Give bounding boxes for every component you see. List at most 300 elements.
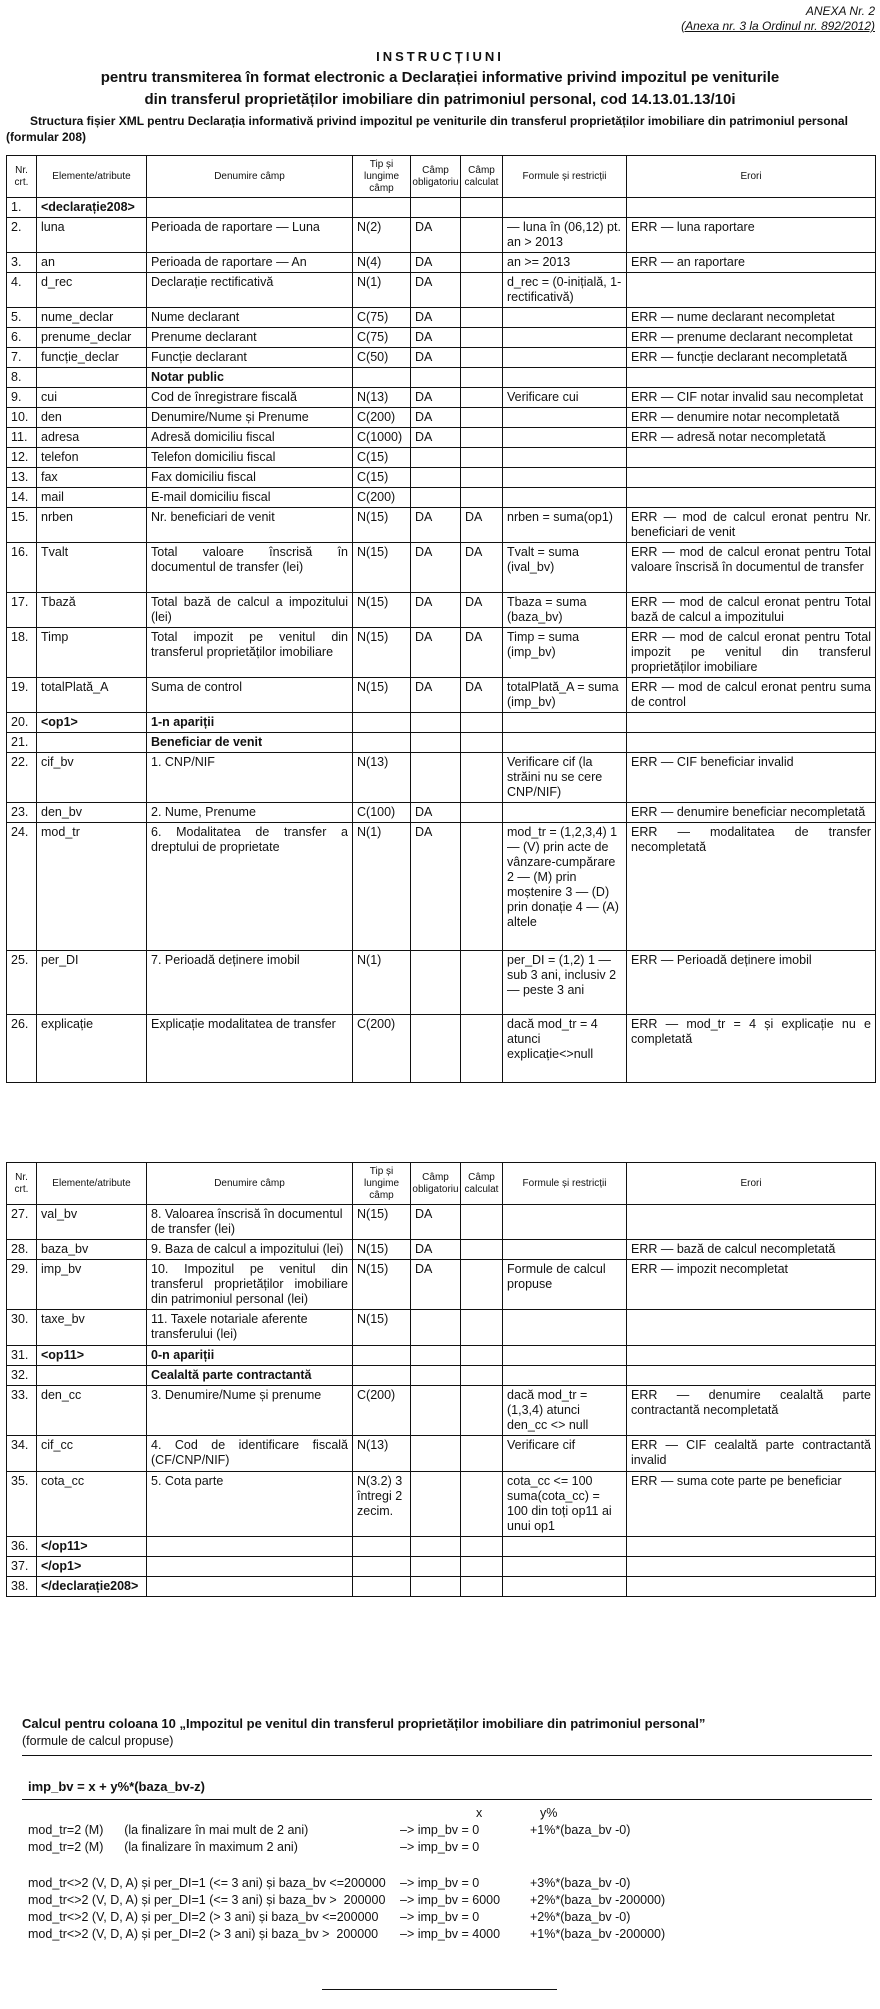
table-cell: [461, 388, 503, 408]
table-cell: DA: [411, 823, 461, 951]
table-cell: [411, 1310, 461, 1346]
table-cell: [503, 428, 627, 448]
table-cell: d_rec: [37, 273, 147, 308]
table-cell: 36.: [7, 1537, 37, 1557]
column-header: Câmp obligatoriu: [411, 156, 461, 198]
table-row: [7, 488, 876, 508]
table-row: [7, 218, 876, 253]
table-cell: [411, 1557, 461, 1577]
calc-line-condition: mod_tr=2 (M) (la finalizare în maximum 2 ani): [28, 1840, 298, 1854]
table-cell: Total impozit pe venitul din transferul proprietăților imobiliare: [147, 628, 353, 678]
table-cell: mod_tr = (1,2,3,4) 1 — (V) prin acte de vânzare-cumpărare 2 — (M) prin moștenire 3 — (D) prin donație 4 — (A) altele: [503, 823, 627, 951]
table-cell: [147, 1537, 353, 1557]
table-cell: DA: [411, 678, 461, 713]
table-cell: [461, 753, 503, 803]
table-cell: N(1): [353, 823, 411, 951]
table-cell: Tbaza = suma (baza_bv): [503, 593, 627, 628]
table-cell: [461, 468, 503, 488]
table-cell: N(15): [353, 1240, 411, 1260]
table-cell: ERR — mod de calcul eronat pentru Total valoare înscrisă în documentul de transfer: [627, 543, 876, 593]
table-cell: [411, 1537, 461, 1557]
table-cell: totalPlată_A: [37, 678, 147, 713]
table-cell: [461, 1310, 503, 1346]
table-cell: 10.: [7, 408, 37, 428]
table-cell: [503, 1577, 627, 1597]
table-cell: ERR — mod de calcul eronat pentru suma de control: [627, 678, 876, 713]
table-cell: [627, 1577, 876, 1597]
table-cell: 23.: [7, 803, 37, 823]
table-cell: cota_cc <= 100 suma(cota_cc) = 100 din toți op11 ai unui op1: [503, 1472, 627, 1537]
table-cell: ERR — modalitatea de transfer necompletată: [627, 823, 876, 951]
table-cell: 6.: [7, 328, 37, 348]
table-cell: [353, 1557, 411, 1577]
section-divider: [22, 1799, 872, 1800]
table-cell: 11. Taxele notariale aferente transferului (lei): [147, 1310, 353, 1346]
table-cell: [353, 713, 411, 733]
table-cell: 15.: [7, 508, 37, 543]
table-cell: [353, 733, 411, 753]
table-row: [7, 1577, 876, 1597]
table-cell: E-mail domiciliu fiscal: [147, 488, 353, 508]
table-cell: [353, 198, 411, 218]
table-cell: Explicație modalitatea de transfer: [147, 1015, 353, 1083]
table-cell: Telefon domiciliu fiscal: [147, 448, 353, 468]
column-header: Câmp calculat: [461, 156, 503, 198]
table-cell: N(15): [353, 593, 411, 628]
table-cell: Nume declarant: [147, 308, 353, 328]
calc-line-condition: mod_tr<>2 (V, D, A) și per_DI=1 (<= 3 ani) și baza_bv <=200000: [28, 1876, 386, 1890]
table-cell: telefon: [37, 448, 147, 468]
table-cell: 7.: [7, 348, 37, 368]
table-cell: [461, 1346, 503, 1366]
table-cell: — luna în (06,12) pt. an > 2013: [503, 218, 627, 253]
table-cell: 7. Perioadă deținere imobil: [147, 951, 353, 1015]
table-row: [7, 1366, 876, 1386]
table-cell: ERR — CIF cealaltă parte contractantă invalid: [627, 1436, 876, 1472]
table-cell: Adresă domiciliu fiscal: [147, 428, 353, 448]
table-cell: [353, 1366, 411, 1386]
column-header: Câmp obligatoriu: [411, 1163, 461, 1205]
table-cell: 3. Denumire/Nume și prenume: [147, 1386, 353, 1436]
table-cell: ERR — mod de calcul eronat pentru Total impozit pe venitul din transferul proprietăților imobiliare: [627, 628, 876, 678]
table-cell: C(1000): [353, 428, 411, 448]
table-cell: [503, 1205, 627, 1240]
table-cell: DA: [411, 273, 461, 308]
table-cell: DA: [411, 508, 461, 543]
table-cell: 33.: [7, 1386, 37, 1436]
table-cell: [461, 448, 503, 468]
table-cell: 35.: [7, 1472, 37, 1537]
table-cell: 3.: [7, 253, 37, 273]
table-cell: 5. Cota parte: [147, 1472, 353, 1537]
table-cell: [503, 408, 627, 428]
calc-line-y-value: +3%*(baza_bv -0): [530, 1876, 631, 1890]
table-cell: DA: [411, 593, 461, 628]
table-cell: 8.: [7, 368, 37, 388]
table-cell: [411, 1346, 461, 1366]
column-header: Nr. crt.: [7, 156, 37, 198]
table-cell: [461, 1577, 503, 1597]
table-cell: N(15): [353, 678, 411, 713]
bottom-rule: [322, 1989, 557, 1990]
table-cell: Fax domiciliu fiscal: [147, 468, 353, 488]
table-cell: [461, 1240, 503, 1260]
tax-formula: imp_bv = x + y%*(baza_bv-z): [28, 1779, 206, 1794]
column-header: Tip și lungime câmp: [353, 156, 411, 198]
table-cell: [503, 713, 627, 733]
table-cell: mail: [37, 488, 147, 508]
table-cell: [461, 328, 503, 348]
table-row: [7, 1386, 876, 1436]
table-cell: [461, 198, 503, 218]
table-row: [7, 253, 876, 273]
table-cell: C(100): [353, 803, 411, 823]
table-cell: Tvalt = suma (ival_bv): [503, 543, 627, 593]
table-cell: [627, 1310, 876, 1346]
table-cell: Tbază: [37, 593, 147, 628]
table-cell: N(15): [353, 543, 411, 593]
table-cell: [461, 713, 503, 733]
table-cell: [503, 368, 627, 388]
table-row: [7, 1346, 876, 1366]
table-cell: [411, 198, 461, 218]
table-cell: nrben: [37, 508, 147, 543]
table-cell: cota_cc: [37, 1472, 147, 1537]
table-cell: DA: [411, 308, 461, 328]
table-cell: 27.: [7, 1205, 37, 1240]
table-cell: adresa: [37, 428, 147, 448]
table-row: [7, 348, 876, 368]
table-cell: 12.: [7, 448, 37, 468]
table-cell: den_cc: [37, 1386, 147, 1436]
table-cell: [411, 1577, 461, 1597]
table-cell: DA: [411, 253, 461, 273]
table-cell: [353, 1346, 411, 1366]
table-cell: 2. Nume, Prenume: [147, 803, 353, 823]
table-cell: nrben = suma(op1): [503, 508, 627, 543]
table-cell: [411, 1015, 461, 1083]
table-row: [7, 468, 876, 488]
table-row: [7, 408, 876, 428]
table-cell: nume_declar: [37, 308, 147, 328]
table-cell: [461, 488, 503, 508]
table-cell: per_DI: [37, 951, 147, 1015]
table-row: [7, 753, 876, 803]
table-cell: [461, 273, 503, 308]
table-cell: DA: [411, 328, 461, 348]
table-cell: [461, 368, 503, 388]
table-cell: mod_tr: [37, 823, 147, 951]
table-cell: [461, 803, 503, 823]
column-header: Denumire câmp: [147, 156, 353, 198]
calc-line-x-value: –> imp_bv = 0: [400, 1876, 480, 1890]
table-cell: [147, 1577, 353, 1597]
table-cell: 10. Impozitul pe venitul din transferul proprietăților imobiliare din patrimoniul personal (lei): [147, 1260, 353, 1310]
table-cell: [461, 1386, 503, 1436]
table-cell: taxe_bv: [37, 1310, 147, 1346]
table-cell: DA: [461, 678, 503, 713]
table-cell: 38.: [7, 1577, 37, 1597]
table-row: [7, 1557, 876, 1577]
title-line-2: pentru transmiterea în format electronic a Declarației informative privind impozitul pe veniturile: [100, 68, 780, 86]
table-row: [7, 713, 876, 733]
table-cell: Beneficiar de venit: [147, 733, 353, 753]
table-cell: C(75): [353, 308, 411, 328]
table-cell: [411, 468, 461, 488]
table-cell: 18.: [7, 628, 37, 678]
table-cell: funcție_declar: [37, 348, 147, 368]
table-cell: [461, 428, 503, 448]
column-x-label: x: [476, 1806, 483, 1820]
table-row: [7, 508, 876, 543]
table-cell: [461, 1472, 503, 1537]
table-cell: cif_bv: [37, 753, 147, 803]
table-cell: [37, 1366, 147, 1386]
table-cell: DA: [411, 803, 461, 823]
table-cell: 29.: [7, 1260, 37, 1310]
table-cell: N(15): [353, 1260, 411, 1310]
table-row: [7, 273, 876, 308]
table-cell: [503, 803, 627, 823]
table-cell: Suma de control: [147, 678, 353, 713]
table-cell: [503, 308, 627, 328]
table-cell: ERR — luna raportare: [627, 218, 876, 253]
calc-line-condition: mod_tr<>2 (V, D, A) și per_DI=2 (> 3 ani) și baza_bv <=200000: [28, 1910, 379, 1924]
table-cell: <declarație208>: [37, 198, 147, 218]
annex-number: ANEXA Nr. 2: [805, 4, 875, 18]
table-cell: ERR — mod de calcul eronat pentru Nr. beneficiari de venit: [627, 508, 876, 543]
table-cell: explicație: [37, 1015, 147, 1083]
table-cell: </op11>: [37, 1537, 147, 1557]
table-cell: fax: [37, 468, 147, 488]
table-cell: 0-n apariții: [147, 1346, 353, 1366]
table-cell: 1.: [7, 198, 37, 218]
table-row: [7, 448, 876, 468]
table-cell: N(3.2) 3 întregi 2 zecim.: [353, 1472, 411, 1537]
table-cell: [627, 1537, 876, 1557]
table-cell: ERR — bază de calcul necompletată: [627, 1240, 876, 1260]
table-cell: [627, 1557, 876, 1577]
calc-line-x-value: –> imp_bv = 0: [400, 1840, 480, 1854]
table-cell: Total bază de calcul a impozitului (lei): [147, 593, 353, 628]
table-cell: den: [37, 408, 147, 428]
table-row: [7, 1240, 876, 1260]
table-cell: C(200): [353, 408, 411, 428]
calc-line-y-value: +2%*(baza_bv -200000): [530, 1893, 666, 1907]
table-cell: [503, 1366, 627, 1386]
table-cell: 2.: [7, 218, 37, 253]
table-cell: [411, 733, 461, 753]
table-row: [7, 823, 876, 951]
table-cell: Timp = suma (imp_bv): [503, 628, 627, 678]
table-cell: [503, 1240, 627, 1260]
table-cell: C(200): [353, 488, 411, 508]
calc-line-condition: mod_tr=2 (M) (la finalizare în mai mult de 2 ani): [28, 1823, 309, 1837]
table-cell: [411, 488, 461, 508]
table-cell: [627, 1205, 876, 1240]
table-cell: [461, 308, 503, 328]
table-cell: 34.: [7, 1436, 37, 1472]
table-cell: [503, 1557, 627, 1577]
table-cell: [411, 1436, 461, 1472]
table-cell: Formule de calcul propuse: [503, 1260, 627, 1310]
table-row: [7, 1205, 876, 1240]
calc-line-x-value: –> imp_bv = 0: [400, 1910, 480, 1924]
table-cell: 4.: [7, 273, 37, 308]
table-row: [7, 678, 876, 713]
table-cell: [627, 273, 876, 308]
xml-structure-table-part-1: [6, 155, 876, 1083]
table-cell: N(1): [353, 273, 411, 308]
table-cell: ERR — CIF notar invalid sau necompletat: [627, 388, 876, 408]
table-row: [7, 733, 876, 753]
table-row: [7, 1436, 876, 1472]
table-cell: [627, 448, 876, 468]
table-cell: 9. Baza de calcul a impozitului (lei): [147, 1240, 353, 1260]
table-cell: [503, 1537, 627, 1557]
table-cell: </declarație208>: [37, 1577, 147, 1597]
table-cell: Verificare cif: [503, 1436, 627, 1472]
table-cell: DA: [411, 1205, 461, 1240]
table-row: [7, 1472, 876, 1537]
table-cell: <op1>: [37, 713, 147, 733]
table-row: [7, 1537, 876, 1557]
table-cell: ERR — denumire beneficiar necompletată: [627, 803, 876, 823]
table-cell: [503, 1310, 627, 1346]
calc-line-y-value: +1%*(baza_bv -200000): [530, 1927, 666, 1941]
table-cell: [461, 218, 503, 253]
table-row: [7, 388, 876, 408]
table-cell: [411, 1366, 461, 1386]
table-cell: C(50): [353, 348, 411, 368]
table-cell: [461, 253, 503, 273]
table-cell: 8. Valoarea înscrisă în documentul de transfer (lei): [147, 1205, 353, 1240]
table-cell: [353, 368, 411, 388]
table-cell: [411, 753, 461, 803]
table-cell: ERR — denumire cealaltă parte contractantă necompletată: [627, 1386, 876, 1436]
table-cell: prenume_declar: [37, 328, 147, 348]
table-cell: baza_bv: [37, 1240, 147, 1260]
table-cell: dacă mod_tr = (1,3,4) atunci den_cc <> null: [503, 1386, 627, 1436]
annex-order-reference: (Anexa nr. 3 la Ordinul nr. 892/2012): [681, 19, 875, 33]
table-cell: N(13): [353, 388, 411, 408]
table-cell: [503, 448, 627, 468]
table-cell: [503, 733, 627, 753]
table-cell: 9.: [7, 388, 37, 408]
table-cell: 37.: [7, 1557, 37, 1577]
table-cell: N(1): [353, 951, 411, 1015]
table-cell: N(15): [353, 508, 411, 543]
table-cell: [503, 1346, 627, 1366]
calculation-subheading: (formule de calcul propuse): [22, 1733, 174, 1748]
table-cell: an >= 2013: [503, 253, 627, 273]
table-cell: ERR — funcție declarant necompletată: [627, 348, 876, 368]
table-cell: 28.: [7, 1240, 37, 1260]
table-cell: DA: [411, 1240, 461, 1260]
table-cell: [37, 368, 147, 388]
table-cell: [503, 348, 627, 368]
table-cell: [37, 733, 147, 753]
column-header: Formule și restricții: [503, 1163, 627, 1205]
table-cell: DA: [461, 508, 503, 543]
table-cell: [353, 1577, 411, 1597]
table-cell: ERR — impozit necompletat: [627, 1260, 876, 1310]
table-row: [7, 593, 876, 628]
table-cell: <op11>: [37, 1346, 147, 1366]
table-cell: 25.: [7, 951, 37, 1015]
table-cell: ERR — prenume declarant necompletat: [627, 328, 876, 348]
table-cell: ERR — mod_tr = 4 și explicație nu e completată: [627, 1015, 876, 1083]
table-cell: N(13): [353, 1436, 411, 1472]
table-cell: Perioada de raportare — An: [147, 253, 353, 273]
table-row: [7, 543, 876, 593]
table-cell: 14.: [7, 488, 37, 508]
table-cell: 22.: [7, 753, 37, 803]
table-cell: [627, 368, 876, 388]
table-cell: N(13): [353, 753, 411, 803]
table-cell: 1-n apariții: [147, 713, 353, 733]
table-cell: Perioada de raportare — Luna: [147, 218, 353, 253]
table-cell: 1. CNP/NIF: [147, 753, 353, 803]
table-cell: 19.: [7, 678, 37, 713]
table-cell: DA: [461, 593, 503, 628]
annex-reference: [681, 4, 875, 34]
table-cell: [461, 1436, 503, 1472]
table-cell: [627, 733, 876, 753]
table-cell: C(200): [353, 1015, 411, 1083]
table-cell: 26.: [7, 1015, 37, 1083]
table-cell: [503, 488, 627, 508]
table-row: [7, 368, 876, 388]
table-cell: ERR — denumire notar necompletată: [627, 408, 876, 428]
table-row: [7, 628, 876, 678]
table-cell: [411, 1386, 461, 1436]
table-row: [7, 1310, 876, 1346]
table-cell: Funcție declarant: [147, 348, 353, 368]
calc-line-x-value: –> imp_bv = 4000: [400, 1927, 501, 1941]
table-cell: </op1>: [37, 1557, 147, 1577]
table-cell: Prenume declarant: [147, 328, 353, 348]
calc-line-y-value: +2%*(baza_bv -0): [530, 1910, 631, 1924]
table-cell: ERR — an raportare: [627, 253, 876, 273]
table-row: [7, 328, 876, 348]
calculation-section: [22, 1716, 705, 1749]
table-cell: [461, 408, 503, 428]
table-cell: 21.: [7, 733, 37, 753]
table-cell: den_bv: [37, 803, 147, 823]
table-cell: N(4): [353, 253, 411, 273]
table-cell: Total valoare înscrisă în documentul de transfer (lei): [147, 543, 353, 593]
table-cell: cif_cc: [37, 1436, 147, 1472]
table-cell: 32.: [7, 1366, 37, 1386]
table-row: [7, 803, 876, 823]
table-cell: 31.: [7, 1346, 37, 1366]
table-cell: DA: [411, 1260, 461, 1310]
section-divider: [22, 1755, 872, 1756]
table-cell: ERR — nume declarant necompletat: [627, 308, 876, 328]
table-cell: [461, 733, 503, 753]
column-header: Erori: [627, 1163, 876, 1205]
table-cell: val_bv: [37, 1205, 147, 1240]
table-cell: [461, 1537, 503, 1557]
column-y-label: y%: [540, 1806, 558, 1820]
table-cell: [461, 1205, 503, 1240]
table-cell: [503, 198, 627, 218]
table-row: [7, 428, 876, 448]
table-cell: [503, 468, 627, 488]
table-cell: N(15): [353, 1310, 411, 1346]
table-cell: [411, 448, 461, 468]
